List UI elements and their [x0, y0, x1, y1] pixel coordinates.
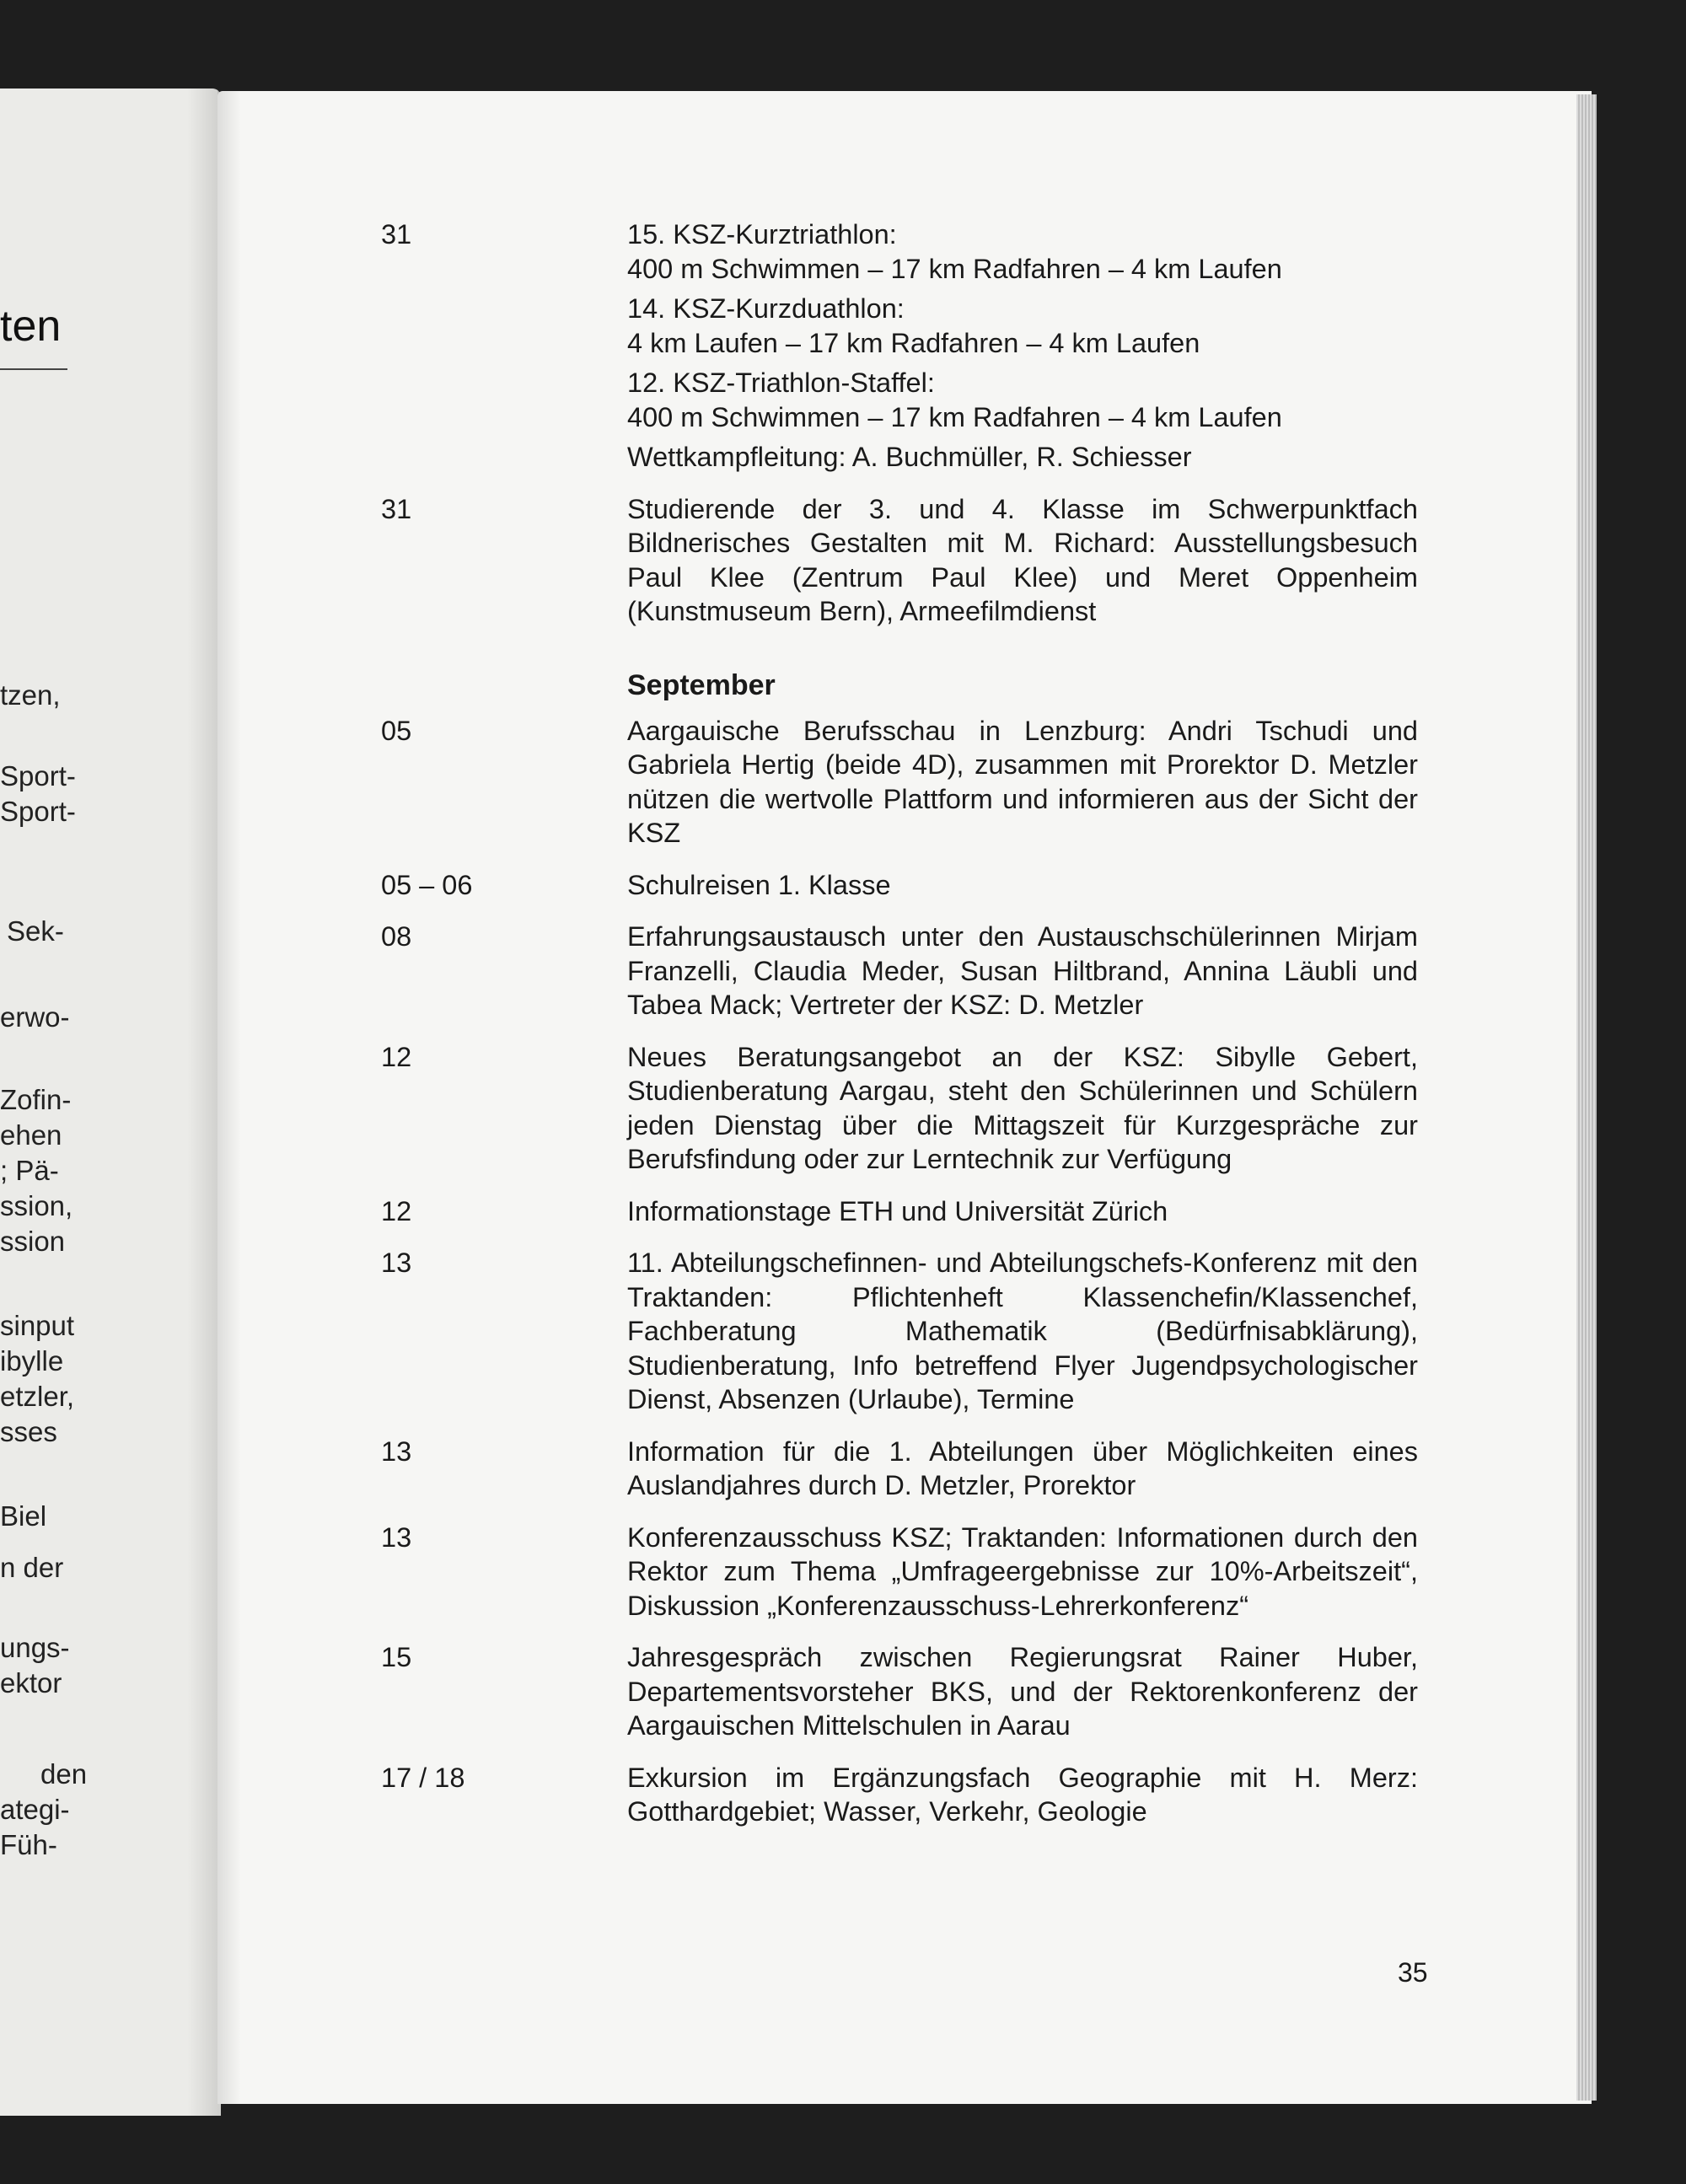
entry-date: 31 [381, 219, 412, 250]
title-underline [0, 368, 67, 370]
entry-date: 13 [381, 1435, 412, 1467]
entry-date: 15 [381, 1642, 412, 1672]
page-edge-stack [1576, 94, 1597, 2101]
entry-text: Information für die 1. Abteilungen über Möglichkeiten eines Auslandjahres durch D. Metzler, Prorektor [627, 1435, 1418, 1500]
entry-line: Wettkampfleitung: A. Buchmüller, R. Schiesser [627, 442, 1192, 472]
left-fragment: ssion, [0, 1190, 73, 1221]
entry-text: Erfahrungsaustausch unter den Austauschschülerinnen Mirjam Franzelli, Claudia Meder, Susan Hiltbrand, Annina Läubli und Tabea Mack; Vertreter der KSZ: D. Metzler [627, 921, 1418, 1020]
left-fragment: erwo- [0, 1001, 70, 1033]
page-number: 35 [1398, 1957, 1428, 1988]
entry-text: Konferenzausschuss KSZ; Traktanden: Informationen durch den Rektor zum Thema „Umfrageergebnisse zur 10%-Arbeitszeit“, Diskussion „Konferenzausschuss-Lehrerkonferenz“ [627, 1521, 1418, 1621]
entry-text: Aargauische Berufsschau in Lenzburg: Andri Tschudi und Gabriela Hertig (beide 4D), zusammen mit Prorektor D. Metzler nützen die wertvolle Plattform und informieren aus der Sicht der KSZ [627, 715, 1418, 848]
chronicle-entry [381, 868, 1418, 903]
entry-line: 12. KSZ-Triathlon-Staffel: [627, 368, 935, 398]
chronicle-entry [381, 1040, 1418, 1177]
left-fragment: Sport- [0, 760, 76, 791]
chronicle-entry [381, 1761, 1418, 1829]
left-fragment: ategi- [0, 1794, 70, 1825]
chronicle-entry [381, 217, 1418, 475]
left-fragment: ungs- [0, 1632, 70, 1663]
entry-date: 12 [381, 1195, 412, 1226]
chronicle-entry [381, 1194, 1418, 1229]
entry-line: 400 m Schwimmen – 17 km Radfahren – 4 km Laufen [627, 253, 1282, 284]
entry-text [627, 217, 1418, 475]
entry-date: 17 / 18 [381, 1762, 465, 1793]
entry-date: 31 [381, 493, 412, 524]
chronicle-entry [381, 1435, 1418, 1503]
left-fragment: Biel [0, 1500, 47, 1532]
left-fragment: ehen [0, 1119, 62, 1151]
gutter-shadow [187, 89, 221, 2116]
gutter-shadow [217, 91, 241, 2104]
entry-text: Schulreisen 1. Klasse [627, 869, 891, 900]
entry-text: 11. Abteilungschefinnen- und Abteilungschefs-Konferenz mit den Traktanden: Pflichtenheft Klassenchefin/Klassenchef, Fachberatung Mathematik (Bedürfnisabklärung), Studienberatung, Info betreffend Flyer Jugendpsychologischer Dienst, Absenzen (Urlaube), Termine [627, 1248, 1418, 1414]
left-fragment: Sek- [7, 915, 64, 947]
entry-date: 05 [381, 715, 412, 746]
entry-text: Studierende der 3. und 4. Klasse im Schwerpunktfach Bildnerisches Gestalten mit M. Richard: Ausstellungsbesuch Paul Klee (Zentrum Paul Klee) und Meret Oppenheim (Kunstmuseum Bern), Armeefilmdienst [627, 493, 1418, 626]
left-fragment: ; Pä- [0, 1155, 59, 1186]
left-page [0, 89, 221, 2116]
left-fragment: tzen, [0, 679, 61, 711]
left-fragment: sinput [0, 1310, 75, 1341]
entry-text: Exkursion im Ergänzungsfach Geographie mit H. Merz: Gotthardgebiet; Wasser, Verkehr, Geologie [627, 1762, 1418, 1827]
left-fragment: Füh- [0, 1829, 57, 1860]
chronicle-list [381, 217, 1418, 1847]
entry-text: Neues Beratungsangebot an der KSZ: Sibylle Gebert, Studienberatung Aargau, steht den Schülerinnen und Schülern jeden Dienstag über die Mittagszeit für Kurzgespräche zur Berufsfindung oder zur Lerntechnik zur Verfügung [627, 1041, 1418, 1174]
chronicle-entry [381, 1246, 1418, 1417]
entry-line: 400 m Schwimmen – 17 km Radfahren – 4 km Laufen [627, 401, 1282, 432]
left-page-title-fragment: ten [0, 302, 62, 351]
left-fragment: n der [0, 1552, 64, 1583]
entry-date: 05 – 06 [381, 869, 473, 900]
left-fragment: Sport- [0, 796, 76, 827]
entry-date: 13 [381, 1248, 412, 1278]
chronicle-entry [381, 714, 1418, 851]
left-fragment: Zofin- [0, 1084, 72, 1115]
left-fragment: sses [0, 1416, 57, 1447]
month-heading: September [627, 668, 776, 701]
entry-text: Jahresgespräch zwischen Regierungsrat Rainer Huber, Departementsvorsteher BKS, und der Rektorenkonferenz der Aargauischen Mittelschulen in Aarau [627, 1642, 1418, 1741]
chronicle-entry [381, 1640, 1418, 1743]
chronicle-entry [381, 492, 1418, 629]
left-fragment: ibylle [0, 1345, 64, 1376]
left-fragment: ektor [0, 1667, 62, 1698]
left-fragment: den [40, 1758, 88, 1790]
entry-line: 15. KSZ-Kurztriathlon: [627, 219, 897, 250]
left-fragment: etzler, [0, 1381, 75, 1412]
entry-date: 08 [381, 921, 412, 952]
entry-line: 4 km Laufen – 17 km Radfahren – 4 km Laufen [627, 327, 1200, 358]
chronicle-entry [381, 920, 1418, 1022]
entry-date: 13 [381, 1521, 412, 1553]
entry-text: Informationstage ETH und Universität Zürich [627, 1195, 1168, 1226]
entry-date: 12 [381, 1041, 412, 1072]
left-fragment: ssion [0, 1226, 66, 1257]
chronicle-entry [381, 1521, 1418, 1623]
entry-line: 14. KSZ-Kurzduathlon: [627, 293, 905, 324]
